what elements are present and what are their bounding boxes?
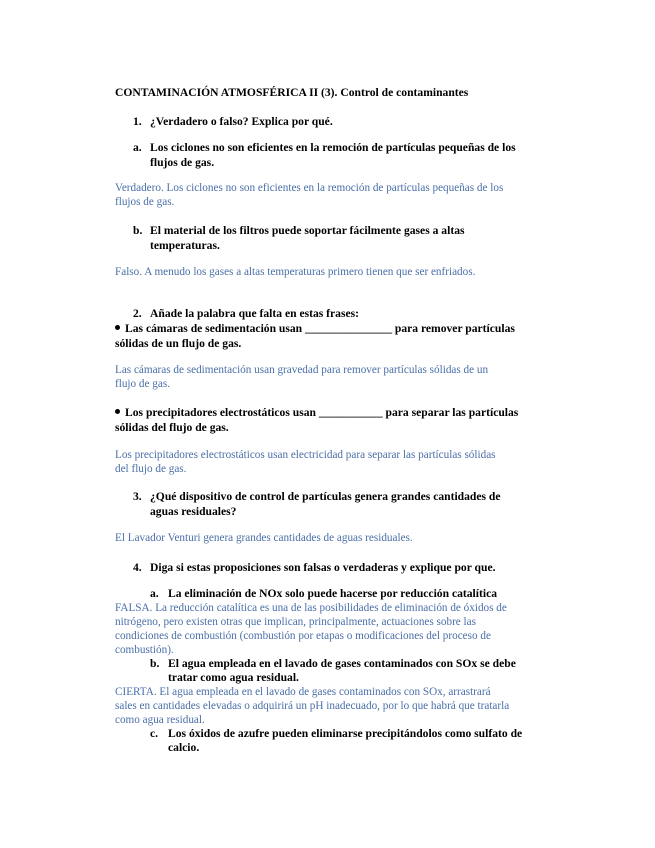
q1a-statement-line1: Los ciclones no son eficientes en la remoción de partículas pequeñas de los [150,141,516,154]
q4a-statement-line1: La eliminación de NOx solo puede hacerse por reducción catalítica [168,587,498,600]
q2-item2-statement-line1 [115,406,518,420]
q2-item1-statement-line2: sólidas de un flujo de gas. [115,337,242,350]
q2-item2-statement-line2: sólidas del flujo de gas. [115,421,229,434]
q2-item1-statement-text: Las cámaras de sedimentación usan _______________ para remover partículas [125,322,515,335]
q1b-letter: b. [133,224,143,237]
q4a-answer-line3: condiciones de combustión (combustión por etapas o modificaciones del proceso de [115,630,491,642]
bullet-icon [115,409,120,414]
q2-item2-answer-line2: del flujo de gas. [115,463,187,475]
q2-item2-statement-text: Los precipitadores electrostáticos usan ___________ para separar las partículas [125,406,519,419]
q3-heading-line2: aguas residuales? [150,505,237,518]
q1a-answer-line1: Verdadero. Los ciclones no son eficientes en la remoción de partículas pequeñas de los [115,182,504,194]
q1a-letter: a. [133,141,142,154]
q3-number: 3. [133,490,142,503]
q2-item1-answer-line2: flujo de gas. [115,378,170,390]
q1a-statement-line2: flujos de gas. [150,156,215,169]
q4a-answer-line2: nitrógeno, pero existen otras que implican, principalmente, actuaciones sobre las [115,616,476,628]
q1-heading: ¿Verdadero o falso? Explica por qué. [150,115,333,128]
q2-item2-answer-line1: Los precipitadores electrostáticos usan electricidad para separar las partículas sólidas [115,449,496,461]
q4b-letter: b. [150,657,160,670]
q1b-statement-line2: temperaturas. [150,239,220,252]
q4a-answer-line1: FALSA. La reducción catalítica es una de las posibilidades de eliminación de óxidos de [115,602,507,614]
q1-number: 1. [133,115,142,128]
q4c-statement-line2: calcio. [168,741,200,754]
bullet-icon [115,325,120,330]
document-title: CONTAMINACIÓN ATMOSFÉRICA II (3). Control de contaminantes [115,86,469,99]
q4b-statement-line2: tratar como agua residual. [168,671,299,684]
q2-item1-statement-line1 [115,322,515,336]
q4b-answer-line3: como agua residual. [115,714,205,726]
q1b-answer-line1: Falso. A menudo los gases a altas temperaturas primero tienen que ser enfriados. [115,266,476,278]
q4b-statement-line1: El agua empleada en el lavado de gases contaminados con SOx se debe [168,657,516,670]
q2-heading: Añade la palabra que falta en estas frases: [150,307,360,320]
q3-heading-line1: ¿Qué dispositivo de control de partículas genera grandes cantidades de [150,490,501,503]
q4b-answer-line2: sales en cantidades elevadas o adquirirá un pH inadecuado, por lo que habrá que tratarla [115,700,510,712]
q3-answer-line1: El Lavador Venturi genera grandes cantidades de aguas residuales. [115,532,413,544]
q2-item1-answer-line1: Las cámaras de sedimentación usan gravedad para remover partículas sólidas de un [115,364,489,376]
q4-heading: Diga si estas proposiciones son falsas o verdaderas y explique por que. [150,561,496,574]
q1a-answer-line2: flujos de gas. [115,196,175,208]
q4b-answer-line1: CIERTA. El agua empleada en el lavado de gases contaminados con SOx, arrastrará [115,686,491,698]
q2-number: 2. [133,307,142,320]
q4c-statement-line1: Los óxidos de azufre pueden eliminarse precipitándolos como sulfato de [168,727,523,740]
q4a-letter: a. [150,587,159,600]
q4c-letter: c. [150,727,159,740]
q4-number: 4. [133,561,142,574]
q1b-statement-line1: El material de los filtros puede soportar fácilmente gases a altas [150,224,465,237]
q4a-answer-line4: combustión). [115,644,174,656]
